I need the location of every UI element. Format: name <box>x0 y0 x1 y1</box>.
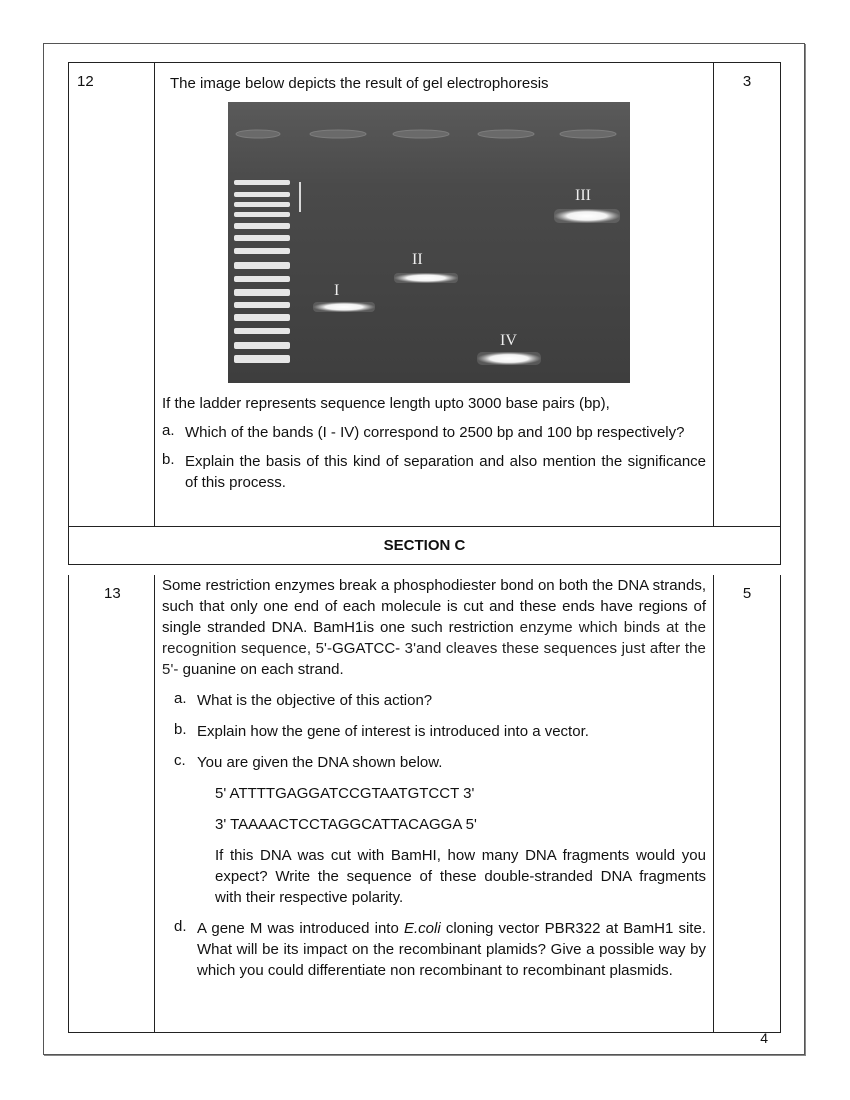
gel-background <box>228 102 630 383</box>
page-number: 4 <box>760 1030 768 1046</box>
q12-item-a <box>162 422 706 443</box>
item-label: b. <box>174 721 187 738</box>
item-label: a. <box>174 690 187 707</box>
band-ii <box>394 273 458 283</box>
gel-electrophoresis-image <box>228 102 630 383</box>
item-label: b. <box>162 451 175 468</box>
item-text: Explain how the gene of interest is introduced into a vector. <box>197 723 589 740</box>
question-paragraph <box>162 575 706 680</box>
item-text <box>197 918 706 981</box>
band-iv <box>477 352 541 365</box>
question-table <box>68 62 781 1033</box>
gel-svg <box>228 102 630 383</box>
dna-sequence-3-5: 3' TAAAACTCCTAGGCATTACAGGA 5' <box>215 816 477 833</box>
section-heading: SECTION C <box>383 537 466 554</box>
dna-sequence-5-3: 5' ATTTTGAGGATCCGTAATGTCCT 3' <box>215 785 475 802</box>
section-c-row <box>68 527 781 565</box>
band-label-ii: II <box>412 251 423 268</box>
marks-cell <box>713 63 780 526</box>
item-label: d. <box>174 918 187 935</box>
q13-item-b <box>174 721 706 742</box>
ladder-prompt: If the ladder represents sequence length upto 3000 base pairs (bp), <box>162 395 610 412</box>
item-text: Which of the bands (I - IV) correspond to 2500 bp and 100 bp respectively? <box>185 424 685 441</box>
q13-items <box>162 690 706 981</box>
paragraph-text: Some restriction enzymes break a phosphodiester bond on both the DNA strands, such that only one end of each molecule is cut and these ends have regions of single stranded DNA. BamH1is one such restriction <box>162 577 706 636</box>
band-label-iii: III <box>575 187 591 204</box>
question-13-row <box>68 575 781 1033</box>
band-i <box>313 302 375 312</box>
item-text: What is the objective of this action? <box>197 692 433 709</box>
question-number: 12 <box>77 73 94 90</box>
question-13-content <box>154 575 714 981</box>
marks-value: 5 <box>742 585 752 602</box>
question-number-cell <box>69 63 155 526</box>
item-c-followup: If this DNA was cut with BamHI, how many DNA fragments would you expect? Write the sequence of these double-stranded DNA fragments with their respective polarity. <box>215 847 706 906</box>
item-label: c. <box>174 752 186 769</box>
question-12-content <box>154 73 714 493</box>
paragraph-text: 3'and cleaves these sequences just after the 5'- <box>162 640 706 678</box>
q13-item-a <box>174 690 706 711</box>
question-number: 13 <box>104 585 121 602</box>
band-iii <box>554 209 620 223</box>
q13-item-c <box>174 752 706 773</box>
item-text: Explain the basis of this kind of separation and also mention the significance of this process. <box>185 453 706 491</box>
band-label-iv: IV <box>500 332 517 349</box>
item-text-part: A gene M was introduced into <box>197 920 404 937</box>
q13-item-d <box>174 918 706 981</box>
marks-value: 3 <box>742 73 752 90</box>
paragraph-text: guanine on each strand. <box>178 661 344 678</box>
item-text: You are given the DNA shown below. <box>197 754 443 771</box>
marks-cell <box>713 575 780 1032</box>
band-label-i: I <box>334 282 340 299</box>
item-label: a. <box>162 422 175 439</box>
question-intro: The image below depicts the result of gel electrophoresis <box>170 75 549 92</box>
q12-item-b <box>162 451 706 493</box>
organism-name: E.coli <box>403 920 441 937</box>
paragraph-text: enzyme which binds at the recognition sequence, 5'- <box>162 619 707 657</box>
item-text-part: cloning vector PBR322 at BamH1 site. What will be its impact on the recombinant plamids? Give a possible way by which you could differentiate non recombinant to recombinant plasmids. <box>197 920 706 979</box>
question-number-cell <box>69 575 155 1032</box>
question-12-row <box>68 62 781 527</box>
recognition-sequence: GGATCC- <box>332 640 401 657</box>
